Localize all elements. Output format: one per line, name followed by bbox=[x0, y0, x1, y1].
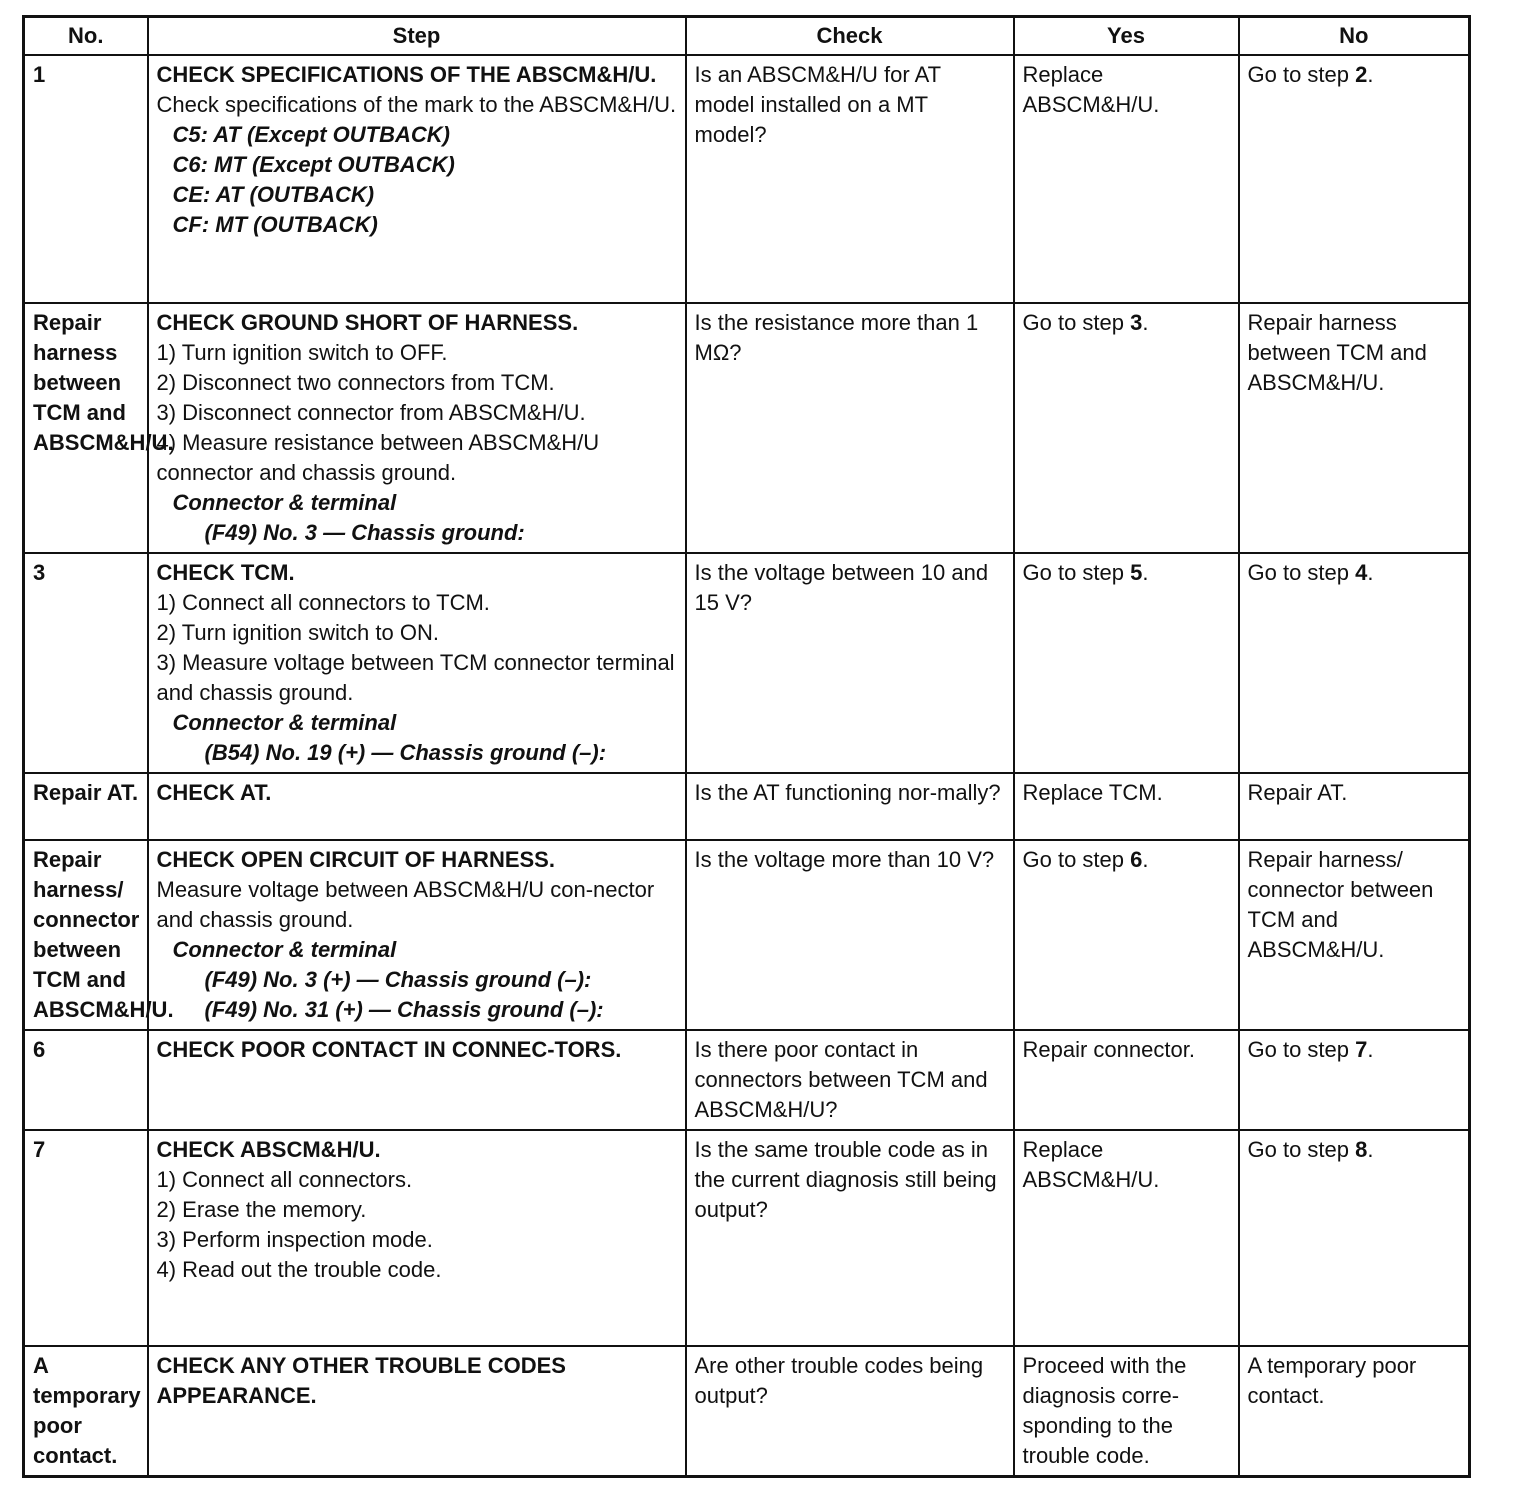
header-no: No. bbox=[24, 17, 148, 56]
goto-text: Go to step bbox=[1247, 560, 1350, 585]
table-row bbox=[24, 840, 1470, 1030]
header-yes: Yes bbox=[1014, 17, 1239, 56]
step-title: CHECK ABSCM&H/U. bbox=[156, 1137, 381, 1162]
step-line: Measure voltage between ABSCM&H/U con-nector and chassis ground. bbox=[156, 877, 655, 932]
check-cell: Is an ABSCM&H/U for AT model installed on a MT model? bbox=[686, 55, 1014, 303]
table-row bbox=[24, 773, 1470, 840]
step-title: CHECK SPECIFICATIONS OF THE ABSCM&H/U. bbox=[156, 62, 657, 87]
yes-cell bbox=[1014, 840, 1239, 1030]
diagnosis-table bbox=[22, 15, 1471, 1478]
step-number: 1 bbox=[24, 55, 148, 303]
goto-period: . bbox=[1142, 560, 1149, 585]
step-line: Check specifications of the mark to the ABSCM&H/U. bbox=[156, 92, 677, 117]
yes-cell: Replace ABSCM&H/U. bbox=[1014, 1130, 1239, 1346]
step-cell bbox=[148, 55, 686, 303]
step-cell bbox=[148, 1130, 686, 1346]
connector-label: Connector & terminal bbox=[172, 937, 397, 962]
step-number: Repair harness between TCM and ABSCM&H/U. bbox=[24, 303, 148, 553]
goto-step-number: 2 bbox=[1355, 62, 1368, 87]
step-title: CHECK POOR CONTACT IN CONNEC-TORS. bbox=[156, 1037, 622, 1062]
connector-label: Connector & terminal bbox=[172, 710, 397, 735]
step-number: 7 bbox=[24, 1130, 148, 1346]
step-cell bbox=[148, 553, 686, 773]
step-line: 3) Measure voltage between TCM connector terminal and chassis ground. bbox=[156, 650, 675, 705]
yes-cell bbox=[1014, 553, 1239, 773]
header-no-result: No bbox=[1239, 17, 1470, 56]
goto-step-number: 3 bbox=[1130, 310, 1143, 335]
table-row bbox=[24, 55, 1470, 303]
step-line: 1) Connect all connectors. bbox=[156, 1167, 413, 1192]
step-line: 1) Turn ignition switch to OFF. bbox=[156, 340, 448, 365]
no-cell bbox=[1239, 1030, 1470, 1130]
step-line: 1) Connect all connectors to TCM. bbox=[156, 590, 490, 615]
goto-step-number: 4 bbox=[1355, 560, 1368, 585]
connector-line: (F49) No. 31 (+) — Chassis ground (–): bbox=[204, 997, 604, 1022]
goto-step-number: 8 bbox=[1355, 1137, 1368, 1162]
no-cell: A temporary poor contact. bbox=[1239, 1346, 1470, 1477]
yes-cell: Replace TCM. bbox=[1014, 773, 1239, 840]
step-line: 3) Disconnect connector from ABSCM&H/U. bbox=[156, 400, 586, 425]
connector-line: (F49) No. 3 (+) — Chassis ground (–): bbox=[204, 967, 592, 992]
step-title: CHECK GROUND SHORT OF HARNESS. bbox=[156, 310, 579, 335]
header-check: Check bbox=[686, 17, 1014, 56]
step-title: CHECK ANY OTHER TROUBLE CODES APPEARANCE. bbox=[156, 1353, 566, 1408]
step-line: 4) Measure resistance between ABSCM&H/U connector and chassis ground. bbox=[156, 430, 600, 485]
step-number: Repair AT. bbox=[24, 773, 148, 840]
header-row bbox=[24, 17, 1470, 56]
check-cell: Is there poor contact in connectors between TCM and ABSCM&H/U? bbox=[686, 1030, 1014, 1130]
goto-text: Go to step bbox=[1247, 62, 1350, 87]
check-cell: Is the same trouble code as in the current diagnosis still being output? bbox=[686, 1130, 1014, 1346]
table-row bbox=[24, 1130, 1470, 1346]
spec-line: CE: AT (OUTBACK) bbox=[172, 182, 375, 207]
check-cell: Is the resistance more than 1 MΩ? bbox=[686, 303, 1014, 553]
goto-text: Go to step bbox=[1022, 847, 1125, 872]
yes-cell: Proceed with the diagnosis corre-sponding to the trouble code. bbox=[1014, 1346, 1239, 1477]
yes-cell: Repair connector. bbox=[1014, 1030, 1239, 1130]
goto-period: . bbox=[1367, 560, 1374, 585]
step-title: CHECK AT. bbox=[156, 780, 272, 805]
no-cell bbox=[1239, 553, 1470, 773]
step-line: 3) Perform inspection mode. bbox=[156, 1227, 433, 1252]
step-line: 2) Erase the memory. bbox=[156, 1197, 367, 1222]
goto-period: . bbox=[1367, 1037, 1374, 1062]
step-cell bbox=[148, 840, 686, 1030]
step-title: CHECK OPEN CIRCUIT OF HARNESS. bbox=[156, 847, 555, 872]
no-cell: Repair harness/ connector between TCM and ABSCM&H/U. bbox=[1239, 840, 1470, 1030]
table-row bbox=[24, 1346, 1470, 1477]
goto-text: Go to step bbox=[1247, 1037, 1350, 1062]
header-step: Step bbox=[148, 17, 686, 56]
no-cell bbox=[1239, 55, 1470, 303]
connector-label: Connector & terminal bbox=[172, 490, 397, 515]
no-cell bbox=[1239, 1130, 1470, 1346]
step-title: CHECK TCM. bbox=[156, 560, 295, 585]
goto-text: Go to step bbox=[1022, 310, 1125, 335]
goto-text: Go to step bbox=[1247, 1137, 1350, 1162]
spec-line: CF: MT (OUTBACK) bbox=[172, 212, 378, 237]
spec-line: C5: AT (Except OUTBACK) bbox=[172, 122, 450, 147]
goto-text: Go to step bbox=[1022, 560, 1125, 585]
check-cell: Are other trouble codes being output? bbox=[686, 1346, 1014, 1477]
connector-line: (F49) No. 3 — Chassis ground: bbox=[204, 520, 525, 545]
step-line: 2) Turn ignition switch to ON. bbox=[156, 620, 439, 645]
step-line: 2) Disconnect two connectors from TCM. bbox=[156, 370, 555, 395]
spec-line: C6: MT (Except OUTBACK) bbox=[172, 152, 455, 177]
step-number: A temporary poor contact. bbox=[24, 1346, 148, 1477]
step-cell bbox=[148, 303, 686, 553]
check-cell: Is the voltage between 10 and 15 V? bbox=[686, 553, 1014, 773]
check-cell: Is the voltage more than 10 V? bbox=[686, 840, 1014, 1030]
goto-step-number: 7 bbox=[1355, 1037, 1368, 1062]
goto-period: . bbox=[1367, 62, 1374, 87]
connector-line: (B54) No. 19 (+) — Chassis ground (–): bbox=[204, 740, 607, 765]
goto-period: . bbox=[1142, 847, 1149, 872]
goto-step-number: 5 bbox=[1130, 560, 1143, 585]
goto-period: . bbox=[1142, 310, 1149, 335]
no-cell: Repair harness between TCM and ABSCM&H/U. bbox=[1239, 303, 1470, 553]
step-cell bbox=[148, 1030, 686, 1130]
table-row bbox=[24, 1030, 1470, 1130]
step-cell bbox=[148, 1346, 686, 1477]
check-cell: Is the AT functioning nor-mally? bbox=[686, 773, 1014, 840]
goto-step-number: 6 bbox=[1130, 847, 1143, 872]
step-number: 6 bbox=[24, 1030, 148, 1130]
step-number: Repair harness/ connector between TCM and ABSCM&H/U. bbox=[24, 840, 148, 1030]
goto-period: . bbox=[1367, 1137, 1374, 1162]
step-number: 3 bbox=[24, 553, 148, 773]
no-cell: Repair AT. bbox=[1239, 773, 1470, 840]
table-row bbox=[24, 553, 1470, 773]
step-cell bbox=[148, 773, 686, 840]
yes-cell: Replace ABSCM&H/U. bbox=[1014, 55, 1239, 303]
step-line: 4) Read out the trouble code. bbox=[156, 1257, 442, 1282]
table-row bbox=[24, 303, 1470, 553]
yes-cell bbox=[1014, 303, 1239, 553]
